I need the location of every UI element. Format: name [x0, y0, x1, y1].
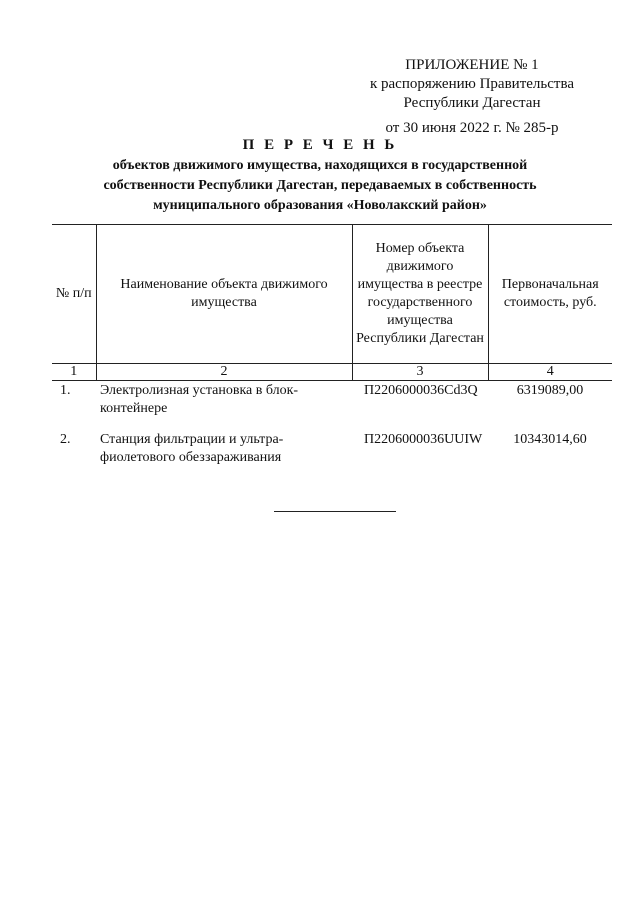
- table-header-row: [52, 225, 612, 364]
- header-name: Наименование объекта движимого имущества: [96, 225, 352, 364]
- table-row: [52, 381, 612, 431]
- appendix-line-2: Республики Дагестан: [403, 95, 541, 111]
- row-name: Электролизная установка в блок-контейнере: [100, 383, 299, 416]
- title-heading: П Е Р Е Ч Е Н Ь: [242, 137, 398, 153]
- appendix-title: ПРИЛОЖЕНИЕ № 1: [405, 57, 539, 73]
- column-number: 4: [488, 364, 612, 381]
- table-row: [52, 430, 612, 479]
- title-line-1: объектов движимого имущества, находящихся в государственной: [112, 158, 528, 173]
- column-number: 1: [52, 364, 96, 381]
- row-cost: 10343014,60: [513, 432, 587, 447]
- header-num: № п/п: [52, 225, 96, 364]
- header-registry: Номер объекта движимого имущества в реестре государственного имущества Республики Дагестан: [352, 225, 488, 364]
- document-title: [0, 137, 640, 216]
- row-registry: П2206000036Cd3Q: [364, 383, 478, 398]
- title-line-3: муниципального образования «Новолакский район»: [153, 198, 487, 213]
- appendix-line-1: к распоряжению Правительства: [369, 76, 574, 92]
- appendix-order: от 30 июня 2022 г. № 285-р: [385, 120, 559, 136]
- column-number-row: [52, 364, 612, 381]
- column-number: 2: [96, 364, 352, 381]
- row-num: 1.: [60, 383, 71, 398]
- property-table: [52, 224, 612, 479]
- title-line-2: собственности Республики Дагестан, передаваемых в собственность: [103, 178, 537, 193]
- row-name: Станция фильтрации и ультра-фиолетового обеззараживания: [100, 432, 284, 465]
- row-num: 2.: [60, 432, 71, 447]
- appendix-block: [352, 56, 592, 138]
- column-number: 3: [352, 364, 488, 381]
- row-registry: П2206000036UUIW: [364, 432, 483, 447]
- row-cost: 6319089,00: [516, 383, 584, 398]
- header-cost: Первоначальная стоимость, руб.: [488, 225, 612, 364]
- closing-divider: [274, 511, 396, 512]
